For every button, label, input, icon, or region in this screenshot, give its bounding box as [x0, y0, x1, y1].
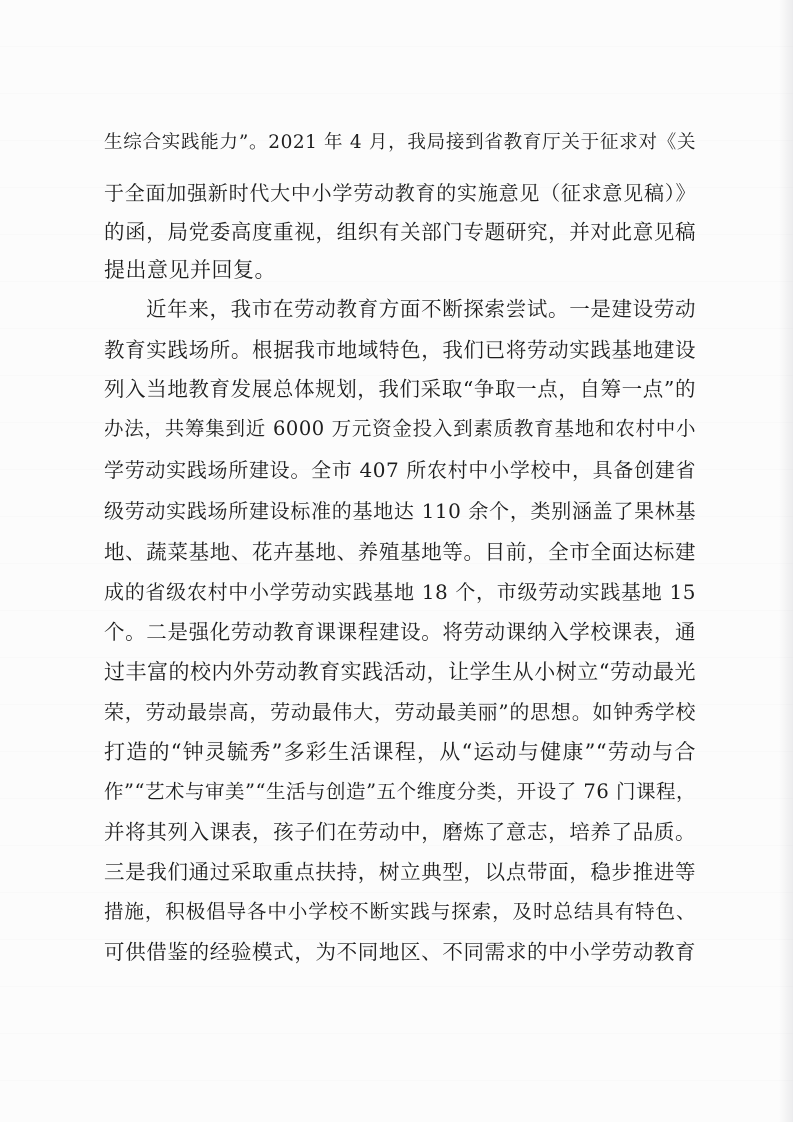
text-line: 个。二是强化劳动教育课课程建设。将劳动课纳入学校课表，通	[104, 620, 696, 644]
text-line: 成的省级农村中小学劳动实践基地 18 个，市级劳动实践基地 15	[104, 580, 696, 604]
text-line: 生综合实践能力”。2021 年 4 月，我局接到省教育厅关于征求对《关	[104, 132, 696, 153]
text-line: 教育实践场所。根据我市地域特色，我们已将劳动实践基地建设	[104, 338, 696, 362]
text-line: 地、蔬菜基地、花卉基地、养殖基地等。目前，全市全面达标建	[104, 540, 696, 564]
text-line: 可供借鉴的经验模式，为不同地区、不同需求的中小学劳动教育	[104, 940, 696, 964]
text-line: 过丰富的校内外劳动教育实践活动，让学生从小树立“劳动最光	[104, 660, 696, 684]
text-line: 措施，积极倡导各中小学校不断实践与探索，及时总结具有特色、	[104, 900, 696, 923]
paragraph-first-line: 近年来，我市在劳动教育方面不断探索尝试。一是建设劳动	[146, 297, 696, 321]
text-line: 荣，劳动最崇高，劳动最伟大，劳动最美丽”的思想。如钟秀学校	[104, 700, 696, 724]
text-line: 于全面加强新时代大中小学劳动教育的实施意见（征求意见稿）》	[104, 181, 696, 205]
text-line: 提出意见并回复。	[104, 258, 276, 282]
text-line: 的函，局党委高度重视，组织有关部门专题研究，并对此意见稿	[104, 220, 696, 244]
page-edge-shadow	[779, 0, 793, 1122]
text-line: 作”“艺术与审美”“生活与创造”五个维度分类，开设了 76 门课程，	[104, 780, 696, 803]
text-line: 办法，共筹集到近 6000 万元资金投入到素质教育基地和农村中小	[104, 417, 696, 440]
text-line: 级劳动实践场所建设标准的基地达 110 余个，类别涵盖了果林基	[104, 499, 696, 523]
text-line: 打造的“钟灵毓秀”多彩生活课程，从“运动与健康”“劳动与合	[104, 740, 696, 764]
text-line: 三是我们通过采取重点扶持，树立典型，以点带面，稳步推进等	[104, 860, 696, 884]
text-line: 并将其列入课表，孩子们在劳动中，磨炼了意志，培养了品质。	[104, 820, 696, 844]
text-line: 学劳动实践场所建设。全市 407 所农村中小学校中，具备创建省	[104, 458, 696, 482]
text-line: 列入当地教育发展总体规划，我们采取“争取一点，自筹一点”的	[104, 377, 696, 401]
